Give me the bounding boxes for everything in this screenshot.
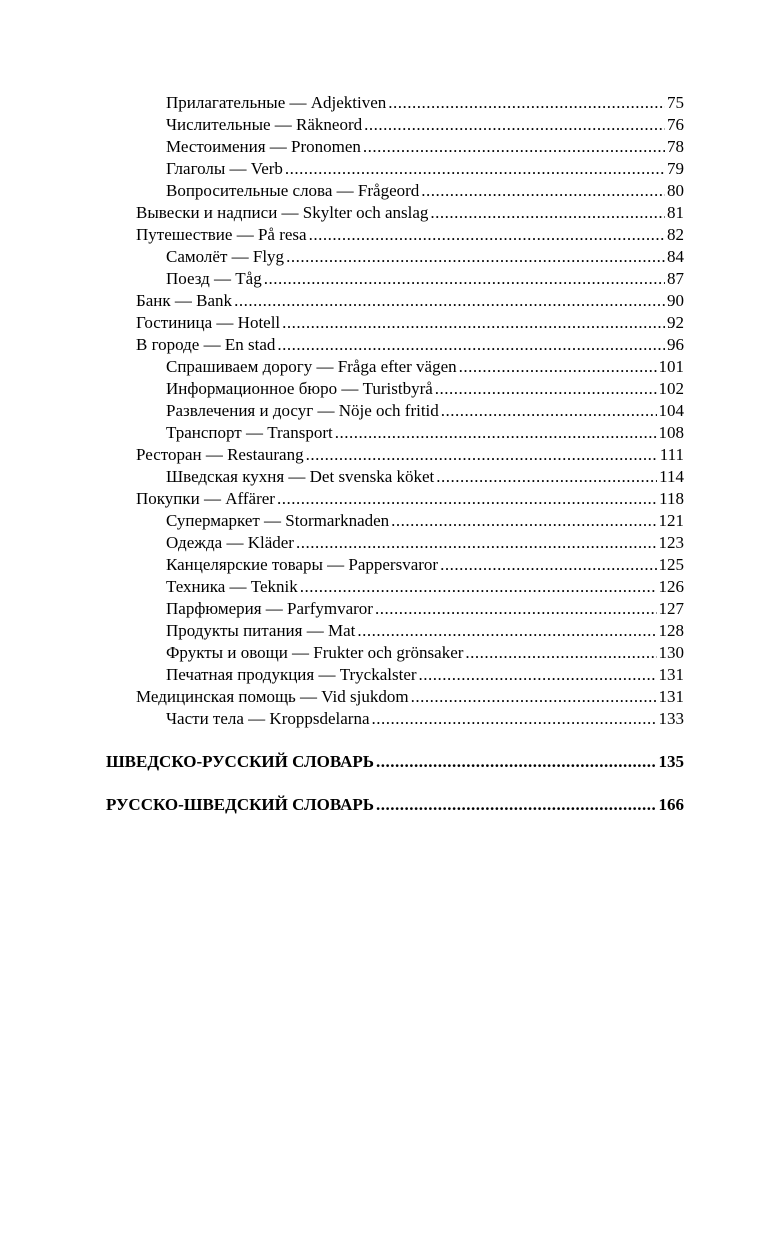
- toc-section-page: 135: [658, 752, 684, 771]
- toc-entry-page: 101: [658, 357, 684, 376]
- toc-entry-page: 118: [659, 489, 684, 508]
- toc-entry-page: 87: [667, 269, 684, 288]
- dot-leader: [300, 576, 657, 598]
- toc-entry-page: 82: [667, 225, 684, 244]
- toc-entry-title: Супермаркет — Stormarknaden: [166, 511, 390, 530]
- toc-entry-page: 111: [659, 445, 684, 464]
- toc-entry-title: Покупки — Affärer: [136, 489, 275, 508]
- toc-entry-title: В городе — En stad: [136, 335, 276, 354]
- dot-leader: [335, 422, 657, 444]
- toc-entry: [166, 598, 684, 620]
- dot-leader: [277, 334, 665, 356]
- toc-entry: [136, 488, 684, 510]
- dot-leader: [285, 158, 665, 180]
- dot-leader: [306, 444, 658, 466]
- dot-leader: [357, 620, 656, 642]
- dot-leader: [364, 114, 665, 136]
- toc-entry: [136, 224, 684, 246]
- toc-entry: [166, 400, 684, 422]
- dot-leader: [411, 686, 657, 708]
- dot-leader: [286, 246, 665, 268]
- toc-entry: [166, 554, 684, 576]
- toc-entry-title: Глаголы — Verb: [166, 159, 283, 178]
- toc-entry-page: 130: [658, 643, 684, 662]
- toc-entry-page: 80: [667, 181, 684, 200]
- toc-entry-title: Путешествие — På resa: [136, 225, 307, 244]
- dot-leader: [375, 598, 657, 620]
- toc-entry: [166, 620, 684, 642]
- toc-entry-title: Гостиница — Hotell: [136, 313, 281, 332]
- dot-leader: [391, 510, 656, 532]
- toc-entry-page: 102: [658, 379, 684, 398]
- dot-leader: [436, 466, 657, 488]
- dot-leader: [440, 554, 656, 576]
- toc-entry-page: 128: [658, 621, 684, 640]
- toc-entry: [166, 356, 684, 378]
- toc-entry-page: 121: [658, 511, 684, 530]
- toc-entry-title: Парфюмерия — Parfymvaror: [166, 599, 373, 618]
- toc-entry-title: Самолёт — Flyg: [166, 247, 285, 266]
- toc-entry-page: 127: [658, 599, 684, 618]
- toc-entry-page: 108: [658, 423, 684, 442]
- toc-entry-page: 96: [667, 335, 684, 354]
- toc-entry: [136, 686, 684, 708]
- toc-entry: [166, 510, 684, 532]
- dot-leader: [296, 532, 657, 554]
- dot-leader: [376, 751, 656, 773]
- toc-entry-title: Спрашиваем дорогу — Fråga efter vägen: [166, 357, 457, 376]
- toc-entry: [136, 312, 684, 334]
- dot-leader: [264, 268, 665, 290]
- toc-entry-title: Фрукты и овощи — Frukter och grönsaker: [166, 643, 464, 662]
- toc-entry-page: 78: [667, 137, 684, 156]
- toc-entry-page: 131: [658, 665, 684, 684]
- toc-entry: [136, 202, 684, 224]
- toc-entry-page: 131: [658, 687, 684, 706]
- toc-entry-title: Прилагательные — Adjektiven: [166, 93, 387, 112]
- toc-entry-page: 79: [667, 159, 684, 178]
- toc-entry-title: Печатная продукция — Tryckalster: [166, 665, 417, 684]
- toc-entry: [166, 158, 684, 180]
- toc-entry-page: 90: [667, 291, 684, 310]
- toc-entry-title: Развлечения и досуг — Nöje och fritid: [166, 401, 439, 420]
- dot-leader: [277, 488, 657, 510]
- dot-leader: [309, 224, 665, 246]
- toc-entry-title: Числительные — Räkneord: [166, 115, 363, 134]
- toc-entry: [166, 576, 684, 598]
- toc-entry: [166, 708, 684, 730]
- dot-leader: [363, 136, 665, 158]
- dot-leader: [435, 378, 657, 400]
- toc-entry-title: Медицинская помощь — Vid sjukdom: [136, 687, 409, 706]
- toc-entry-title: Канцелярские товары — Pappersvaror: [166, 555, 439, 574]
- toc-entry: [166, 532, 684, 554]
- toc-entry-title: Ресторан — Restaurang: [136, 445, 304, 464]
- toc-entry-title: Шведская кухня — Det svenska köket: [166, 467, 435, 486]
- toc-entry-title: Продукты питания — Mat: [166, 621, 356, 640]
- toc-entry: [136, 444, 684, 466]
- toc-entry-page: 76: [667, 115, 684, 134]
- toc-entry-title: Транспорт — Transport: [166, 423, 333, 442]
- toc-entry-title: Техника — Teknik: [166, 577, 298, 596]
- toc-section: [106, 794, 684, 816]
- dot-leader: [430, 202, 665, 224]
- toc-entry: [166, 642, 684, 664]
- dot-leader: [419, 664, 657, 686]
- toc-entry-page: 81: [667, 203, 684, 222]
- toc-entry: [166, 136, 684, 158]
- toc-entry: [166, 422, 684, 444]
- toc-entry-page: 92: [667, 313, 684, 332]
- toc-entry: [166, 92, 684, 114]
- toc-entry: [136, 290, 684, 312]
- toc-entry: [166, 466, 684, 488]
- dot-leader: [459, 356, 657, 378]
- dot-leader: [372, 708, 657, 730]
- toc-entry-page: 126: [658, 577, 684, 596]
- toc-section: [106, 751, 684, 773]
- toc-entry-title: Вывески и надписи — Skylter och anslag: [136, 203, 429, 222]
- toc-entry-page: 114: [659, 467, 684, 486]
- toc-entry-title: Одежда — Kläder: [166, 533, 294, 552]
- toc-entry: [166, 114, 684, 136]
- toc-entry: [166, 268, 684, 290]
- dot-leader: [441, 400, 657, 422]
- dot-leader: [234, 290, 665, 312]
- toc-section-title: ШВЕДСКО-РУССКИЙ СЛОВАРЬ: [106, 752, 375, 771]
- toc-entry-title: Банк — Bank: [136, 291, 233, 310]
- toc-entry-title: Информационное бюро — Turistbyrå: [166, 379, 433, 398]
- toc-entry-page: 104: [658, 401, 684, 420]
- dot-leader: [282, 312, 665, 334]
- dot-leader: [421, 180, 665, 202]
- dot-leader: [465, 642, 656, 664]
- dot-leader: [388, 92, 665, 114]
- toc-entry-title: Местоимения — Pronomen: [166, 137, 361, 156]
- toc-entry-page: 125: [658, 555, 684, 574]
- toc-entry: [136, 334, 684, 356]
- toc-entry: [166, 246, 684, 268]
- toc-entry-title: Вопросительные слова — Frågeord: [166, 181, 420, 200]
- toc-entry-page: 75: [667, 93, 684, 112]
- toc-entry-page: 123: [658, 533, 684, 552]
- toc-entry: [166, 664, 684, 686]
- toc-section-title: РУССКО-ШВЕДСКИЙ СЛОВАРЬ: [106, 795, 375, 814]
- dot-leader: [376, 794, 656, 816]
- toc-section-page: 166: [658, 795, 684, 814]
- toc-entry-page: 84: [667, 247, 684, 266]
- toc-entry: [166, 378, 684, 400]
- toc-entry: [166, 180, 684, 202]
- toc-entry-title: Поезд — Tåg: [166, 269, 262, 288]
- toc-entry-title: Части тела — Kroppsdelarna: [166, 709, 370, 728]
- toc-entry-page: 133: [658, 709, 684, 728]
